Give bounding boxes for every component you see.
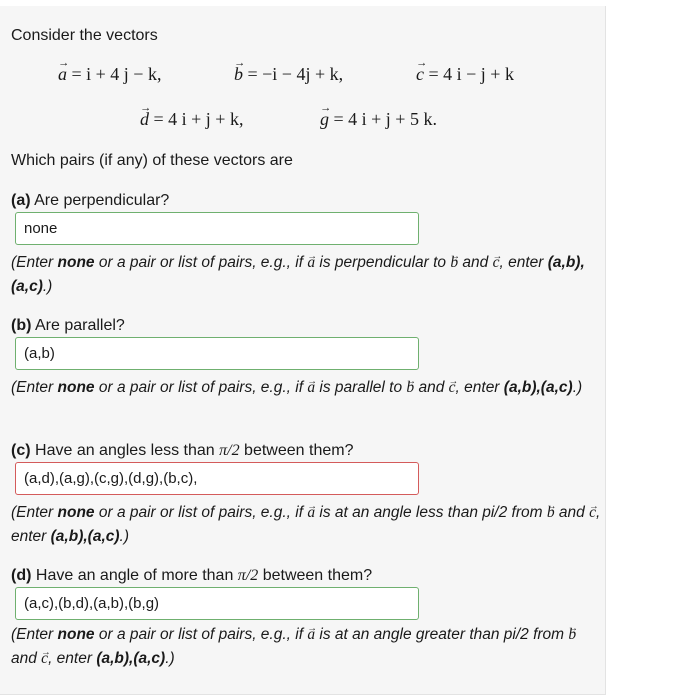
part-b-question: (b) Are parallel?	[11, 317, 125, 334]
answer-input-d[interactable]: (a,c),(b,d),(a,b),(b,g)	[15, 587, 419, 620]
equation-a: → a = i + 4 j − k,	[58, 64, 161, 85]
which-pairs-text: Which pairs (if any) of these vectors are	[11, 152, 293, 169]
intro-text: Consider the vectors	[11, 27, 158, 44]
equation-d: → d = 4 i + j + k,	[140, 109, 243, 130]
part-d-hint: (Enter none or a pair or list of pairs, e.g., if → a is at an angle greater than pi/2 from → b and → c, enter (a,b),(a,c).)	[11, 623, 601, 671]
part-a-question: (a) Are perpendicular?	[11, 192, 170, 209]
answer-input-b[interactable]: (a,b)	[15, 337, 419, 370]
part-c-question: (c) Have an angles less than π/2 between them?	[11, 442, 354, 459]
answer-input-a[interactable]: none	[15, 212, 419, 245]
problem-panel	[0, 6, 606, 695]
answer-input-c[interactable]: (a,d),(a,g),(c,g),(d,g),(b,c),	[15, 462, 419, 495]
equation-c: → c = 4 i − j + k	[416, 64, 514, 85]
part-b-hint: (Enter none or a pair or list of pairs, e.g., if → a is parallel to → b and → c, enter (a,b),(a,c).)	[11, 376, 601, 400]
equation-g: → g = 4 i + j + 5 k.	[320, 109, 437, 130]
equation-b: → b = −i − 4j + k,	[234, 64, 343, 85]
part-d-question: (d) Have an angle of more than π/2 between them?	[11, 567, 373, 584]
part-a-hint: (Enter none or a pair or list of pairs, e.g., if → a is perpendicular to → b and → c, enter (a,b),(a,c).)	[11, 251, 601, 299]
part-c-hint: (Enter none or a pair or list of pairs, e.g., if → a is at an angle less than pi/2 from → b and → c, enter (a,b),(a,c).)	[11, 501, 601, 549]
